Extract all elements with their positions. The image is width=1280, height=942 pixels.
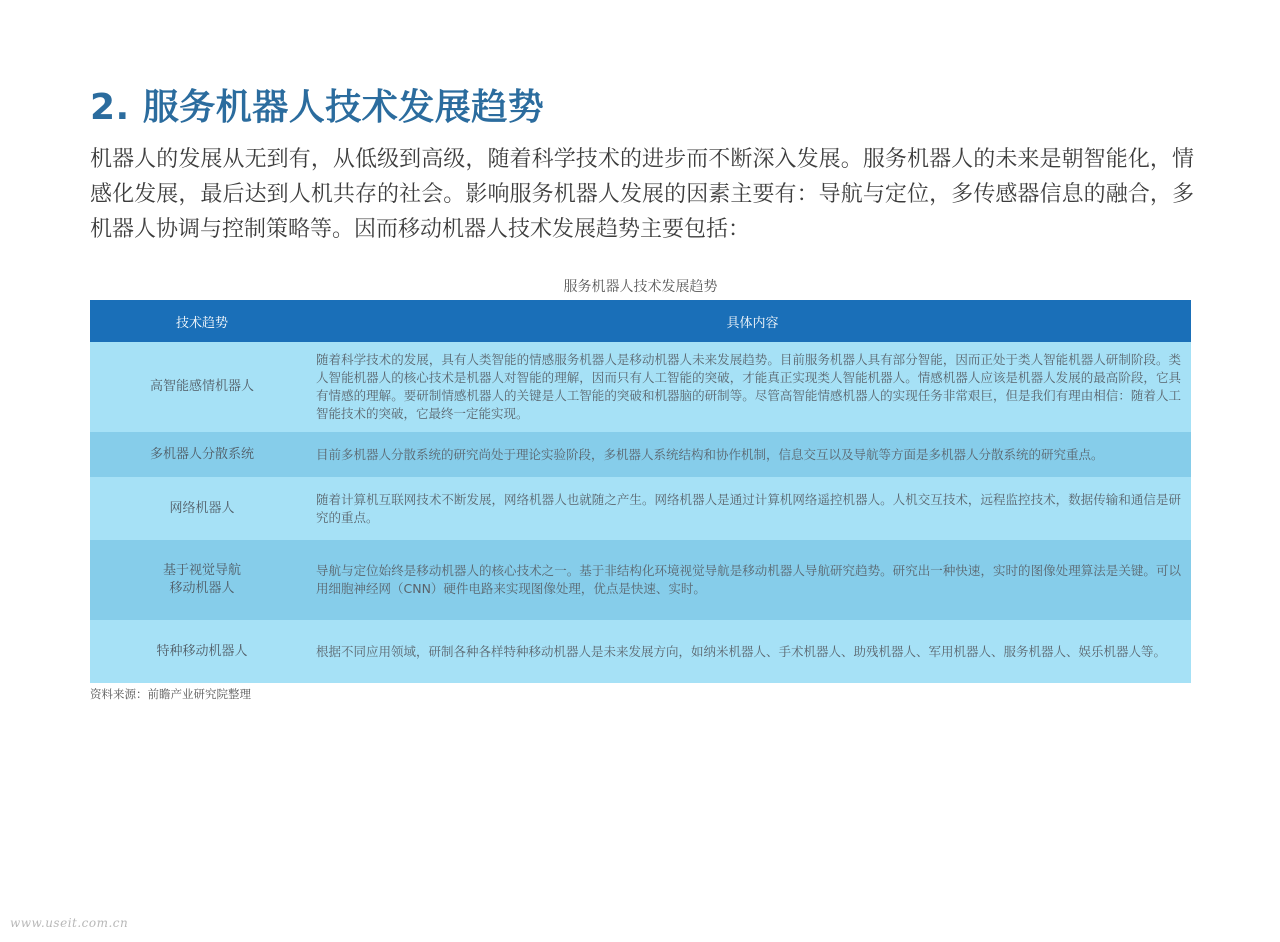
table-caption: 服务机器人技术发展趋势 (563, 279, 718, 295)
header-trend: 技术趋势 (90, 300, 314, 342)
trend-label: 多机器人分散系统 (149, 446, 254, 462)
content-cell: 目前多机器人分散系统的研究尚处于理论实验阶段，多机器人系统结构和协作机制，信息交互以及导航等方面是多机器人分散系统的研究重点。 (314, 432, 1191, 477)
content-cell: 根据不同应用领域，研制各种各样特种移动机器人是未来发展方向，如纳米机器人、手术机器人、助残机器人、军用机器人、服务机器人、娱乐机器人等。 (314, 620, 1191, 683)
table-row (90, 540, 1191, 620)
trend-cell (90, 477, 314, 540)
table-row (90, 620, 1191, 683)
table-row (90, 342, 1191, 432)
table-header-row (90, 300, 1191, 342)
content-cell: 随着计算机互联网技术不断发展，网络机器人也就随之产生。网络机器人是通过计算机网络遥控机器人。人机交互技术，远程监控技术，数据传输和通信是研究的重点。 (314, 477, 1191, 540)
trend-label: 高智能感情机器人 (149, 379, 254, 394)
trend-cell (90, 432, 314, 477)
section-title: 2. 服务机器人技术发展趋势 (90, 87, 545, 128)
trend-label: 网络机器人 (169, 500, 235, 516)
header-content: 具体内容 (314, 300, 1191, 342)
trend-label: 基于视觉导航 (162, 563, 241, 578)
trend-label: 特种移动机器人 (156, 643, 248, 659)
intro-paragraph: 机器人的发展从无到有，从低级到高级，随着科学技术的进步而不断深入发展。服务机器人的未来是朝智能化，情感化发展，最后达到人机共存的社会。影响服务机器人发展的因素主要有：导航与定位，多传感器信息的融合，多机器人协调与控制策略等。因而移动机器人技术发展趋势主要包括： (90, 147, 1194, 242)
content-cell: 导航与定位始终是移动机器人的核心技术之一。基于非结构化环境视觉导航是移动机器人导航研究趋势。研究出一种快速，实时的图像处理算法是关键。可以用细胞神经网（CNN）硬件电路来实现图像处理，优点是快速、实时。 (314, 540, 1191, 620)
trend-cell (90, 342, 314, 432)
content-cell: 随着科学技术的发展，具有人类智能的情感服务机器人是移动机器人未来发展趋势。目前服务机器人具有部分智能，因而正处于类人智能机器人研制阶段。类人智能机器人的核心技术是机器人对智能的理解，因而只有人工智能的突破，才能真正实现类人智能机器人。情感机器人应该是机器人发展的最高阶段，它具有情感的理解。要研制情感机器人的关键是人工智能的突破和机器脑的研制等。尽管高智能情感机器人的实现任务非常艰巨，但是我们有理由相信：随着人工智能技术的突破，它最终一定能实现。 (314, 342, 1191, 432)
source-note: 资料来源：前瞻产业研究院整理 (90, 687, 251, 701)
trend-label: 移动机器人 (169, 581, 235, 596)
table-row (90, 477, 1191, 540)
trend-cell (90, 620, 314, 683)
watermark: www.useit.com.cn (10, 916, 129, 930)
trend-cell (90, 540, 314, 620)
table-row (90, 432, 1191, 477)
trend-table (90, 300, 1191, 683)
